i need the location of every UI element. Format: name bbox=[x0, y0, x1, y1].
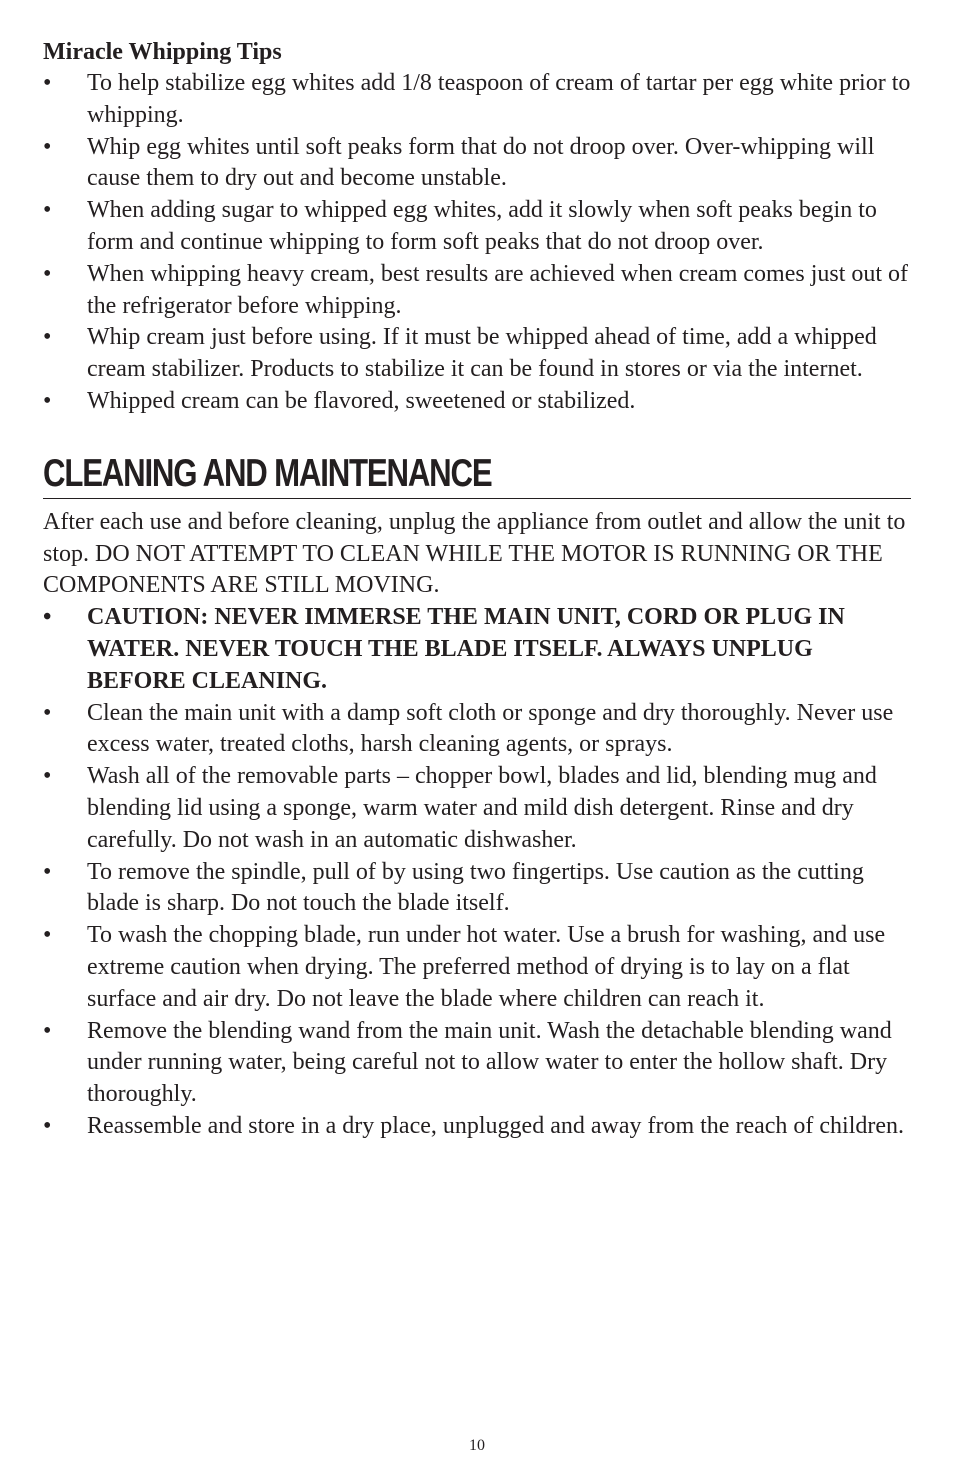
list-item-text: Clean the main unit with a damp soft cloth or sponge and dry thoroughly. Never use excess water, treated cloths, harsh cleaning agents, or sprays. bbox=[87, 699, 894, 758]
list-item-text: Whip egg whites until soft peaks form that do not droop over. Over-whipping will cause them to dry out and become unstable. bbox=[87, 133, 875, 192]
bullet-icon: • bbox=[43, 387, 52, 414]
tips-heading: Miracle Whipping Tips bbox=[43, 39, 282, 65]
section-divider bbox=[43, 498, 911, 499]
list-item bbox=[43, 857, 911, 921]
list-item-text: To wash the chopping blade, run under hot water. Use a brush for washing, and use extreme caution when drying. The preferred method of drying is to lay on a flat surface and air dry. Do not leave the blade where children can reach it. bbox=[87, 922, 886, 1012]
list-item-text: Whip cream just before using. If it must be whipped ahead of time, add a whipped cream stabilizer. Products to stabilize it can be found in stores or via the internet. bbox=[87, 324, 877, 383]
list-item-text: To remove the spindle, pull of by using two fingertips. Use caution as the cutting blade is sharp. Do not touch the blade itself. bbox=[87, 858, 864, 917]
tips-list bbox=[43, 68, 911, 418]
caution-item bbox=[43, 602, 911, 697]
bullet-icon: • bbox=[43, 133, 52, 160]
bullet-icon: • bbox=[43, 922, 52, 949]
page-number: 10 bbox=[469, 1437, 485, 1454]
section-title: CLEANING AND MAINTENANCE bbox=[43, 451, 492, 495]
bullet-icon: • bbox=[43, 1017, 52, 1044]
bullet-icon: • bbox=[43, 763, 52, 790]
list-item bbox=[43, 1016, 911, 1111]
cleaning-list bbox=[43, 602, 911, 1143]
list-item-text: When adding sugar to whipped egg whites, add it slowly when soft peaks begin to form and continue whipping to form soft peaks that do not droop over. bbox=[87, 197, 877, 255]
list-item bbox=[43, 761, 911, 856]
list-item-text: Remove the blending wand from the main unit. Wash the detachable blending wand under running water, being careful not to allow water to enter the hollow shaft. Dry thoroughly. bbox=[87, 1017, 892, 1108]
list-item-text: Reassemble and store in a dry place, unplugged and away from the reach of children. bbox=[87, 1112, 905, 1139]
list-item bbox=[43, 195, 911, 259]
list-item bbox=[43, 1111, 911, 1143]
bullet-icon: • bbox=[43, 1112, 52, 1139]
list-item-text: To help stabilize egg whites add 1/8 teaspoon of cream of tartar per egg white prior to whipping. bbox=[87, 70, 911, 128]
page-content bbox=[43, 36, 911, 1143]
bullet-icon: • bbox=[43, 699, 52, 726]
caution-text: CAUTION: NEVER IMMERSE THE MAIN UNIT, CORD OR PLUG IN WATER. NEVER TOUCH THE BLADE ITSELF. ALWAYS UNPLUG BEFORE CLEANING. bbox=[87, 604, 845, 694]
list-item bbox=[43, 698, 911, 762]
list-item bbox=[43, 68, 911, 132]
list-item bbox=[43, 259, 911, 323]
bullet-icon: • bbox=[43, 70, 52, 96]
bullet-icon: • bbox=[43, 324, 52, 351]
list-item bbox=[43, 920, 911, 1015]
list-item-text: Wash all of the removable parts – chopper bowl, blades and lid, blending mug and blending lid using a sponge, warm water and mild dish detergent. Rinse and dry carefully. Do not wash in an automatic dishwasher. bbox=[87, 763, 877, 853]
list-item bbox=[43, 132, 911, 196]
bullet-icon: • bbox=[43, 260, 52, 287]
bullet-icon: • bbox=[43, 858, 52, 885]
bullet-icon: • bbox=[43, 604, 52, 631]
list-item bbox=[43, 322, 911, 386]
bullet-icon: • bbox=[43, 197, 52, 224]
list-item-text: Whipped cream can be flavored, sweetened or stabilized. bbox=[87, 387, 636, 414]
list-item bbox=[43, 386, 911, 418]
cleaning-intro: After each use and before cleaning, unplug the appliance from outlet and allow the unit to stop. DO NOT ATTEMPT TO CLEAN WHILE THE MOTOR IS RUNNING OR THE COMPONENTS ARE STILL MOVING. bbox=[43, 508, 906, 599]
list-item-text: When whipping heavy cream, best results are achieved when cream comes just out of the refrigerator before whipping. bbox=[87, 260, 909, 319]
